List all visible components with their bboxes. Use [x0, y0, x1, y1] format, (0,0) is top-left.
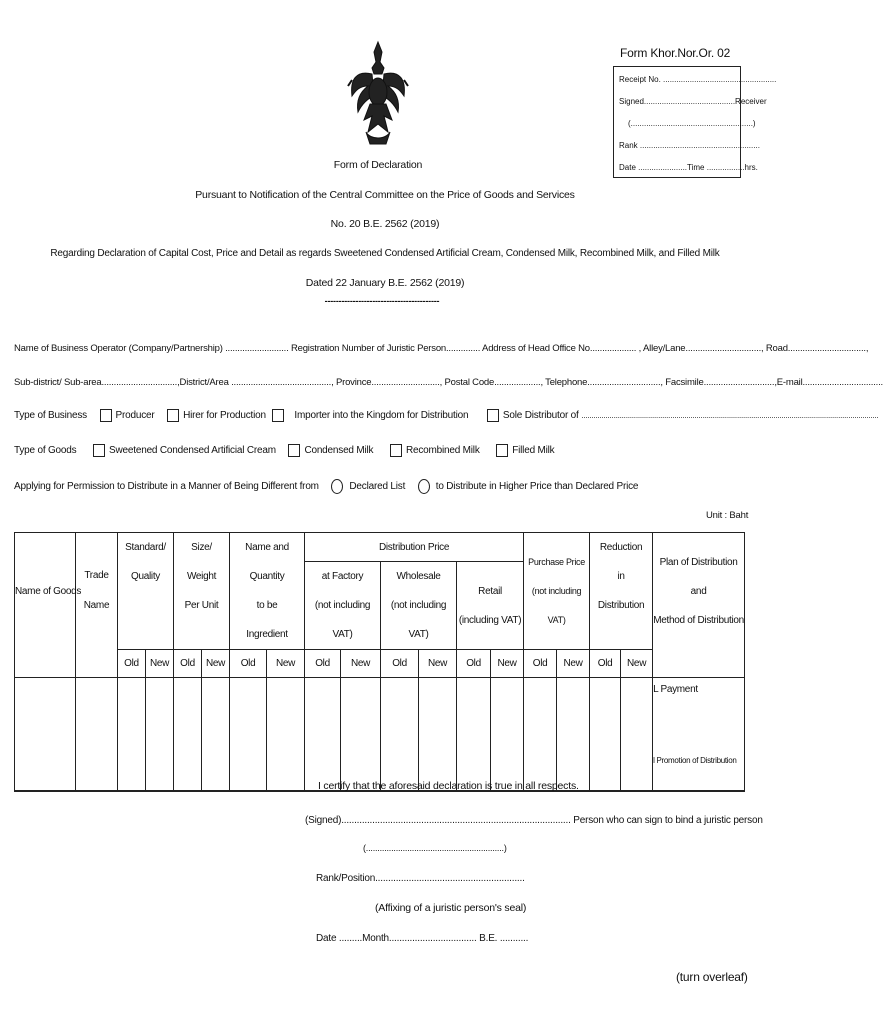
type-of-goods-label: Type of Goods	[14, 445, 77, 457]
receipt-number-line: Receipt No. ...................................................	[619, 75, 777, 84]
importer-label: Importer into the Kingdom for Distribution	[294, 410, 469, 422]
distribution-price-header: Distribution Price	[305, 533, 524, 562]
producer-label: Producer	[115, 410, 155, 422]
sole-distributor-label: Sole Distributor of	[502, 410, 579, 422]
sole-distributor-checkbox[interactable]	[487, 409, 499, 422]
filled-milk-label: Filled Milk	[512, 445, 555, 457]
receipt-date-time-line: Date ......................Time .................hrs.	[619, 163, 758, 172]
purchase-new: New	[557, 650, 590, 678]
regarding-line: Regarding Declaration of Capital Cost, Price and Detail as regards Sweetened Condensed Artificial Cream, Condensed Milk, Recombined Milk, and Filled Milk	[50, 248, 720, 259]
standard-quality-spacer	[118, 606, 174, 650]
signer-name-line[interactable]: (............................................................)	[363, 843, 507, 853]
applying-label: Applying for Permission to Distribute in a Manner of Being Different from	[14, 481, 319, 493]
standard-new: New	[146, 650, 174, 678]
size-weight-header: Size/ Weight Per Unit	[174, 533, 230, 650]
form-code: Form Khor.Nor.Or. 02	[620, 46, 731, 60]
purchase-old: Old	[524, 650, 557, 678]
retail-old-cell[interactable]	[457, 678, 491, 792]
purchase-price-header: Purchase Price (not including VAT)	[524, 533, 590, 650]
type-of-goods-row	[14, 444, 554, 457]
ingredient-new: New	[267, 650, 305, 678]
trade-name-header: Trade Name	[76, 533, 118, 650]
standard-new-cell[interactable]	[146, 678, 174, 792]
purchase-new-cell[interactable]	[557, 678, 590, 792]
retail-new-cell[interactable]	[491, 678, 524, 792]
producer-checkbox[interactable]	[100, 409, 112, 422]
size-old: Old	[174, 650, 202, 678]
name-of-goods-header: Name of Goods	[15, 533, 76, 650]
reduction-old-cell[interactable]	[590, 678, 621, 792]
filled-milk-checkbox[interactable]	[496, 444, 508, 457]
standard-quality-header: Standard/ Quality	[118, 533, 174, 606]
table-row	[15, 678, 745, 792]
retail-old: Old	[457, 650, 491, 678]
receiver-name-line: (.......................................................)	[628, 119, 756, 128]
type-of-business-row	[14, 409, 879, 422]
condensed-milk-label: Condensed Milk	[304, 445, 374, 457]
receiver-rank-line: Rank ......................................................	[619, 141, 760, 150]
reduction-header: Reduction in Distribution	[590, 533, 653, 650]
trade-name-cell[interactable]	[76, 678, 118, 792]
size-new: New	[202, 650, 230, 678]
ingredient-new-cell[interactable]	[267, 678, 305, 792]
form-title: Form of Declaration	[333, 159, 423, 171]
sweetened-cream-checkbox[interactable]	[93, 444, 105, 457]
retail-new: New	[491, 650, 524, 678]
purchase-old-cell[interactable]	[524, 678, 557, 792]
address-line[interactable]: Sub-district/ Sub-area...............................,District/Area ........................................., Province............................, Postal Code..................., Telephone.............................., Facsimile.............................,E-mail.................................	[14, 377, 883, 388]
name-of-goods-sub	[15, 650, 76, 678]
reduction-old: Old	[590, 650, 621, 678]
standard-old: Old	[118, 650, 146, 678]
factory-new: New	[341, 650, 381, 678]
retail-header: Retail (including VAT)	[457, 562, 524, 650]
factory-old: Old	[305, 650, 341, 678]
seal-note: (Affixing of a juristic person's seal)	[375, 902, 527, 914]
wholesale-new-cell[interactable]	[419, 678, 457, 792]
sole-distributor-field[interactable]: ...................................................................................................................................................	[581, 411, 879, 421]
signed-line[interactable]: (Signed)......................................................................................... Person who can sign to bind a juristic person	[305, 815, 763, 826]
trade-name-sub	[76, 650, 118, 678]
goods-name-cell[interactable]	[15, 678, 76, 792]
date-line[interactable]: Date .........Month.................................. B.E. ...........	[316, 933, 529, 944]
factory-old-cell[interactable]	[305, 678, 341, 792]
at-factory-header: at Factory (not including VAT)	[305, 562, 381, 650]
reduction-new: New	[621, 650, 653, 678]
importer-checkbox[interactable]	[272, 409, 284, 422]
plan-of-distribution-header: Plan of Distribution and Method of Distribution	[653, 533, 745, 650]
promotion-option[interactable]: l Promotion of Distribution	[653, 756, 737, 765]
unit-label: Unit : Baht	[706, 510, 749, 521]
declared-list-radio[interactable]	[331, 479, 343, 494]
dated-line: Dated 22 January B.E. 2562 (2019)	[305, 277, 465, 289]
higher-price-label: to Distribute in Higher Price than Declared Price	[435, 481, 639, 493]
notification-line: Pursuant to Notification of the Central Committee on the Price of Goods and Services	[195, 189, 575, 201]
name-quantity-header: Name and Quantity to be Ingredient	[230, 533, 305, 650]
business-operator-line[interactable]: Name of Business Operator (Company/Partnership) .......................... Registration Number of Juristic Person.............. Address of Head Office No................... , Alley/Lane..............................., Road................................,	[14, 343, 869, 354]
old-new-row	[15, 650, 745, 678]
turn-overleaf: (turn overleaf)	[676, 970, 748, 984]
hirer-checkbox[interactable]	[167, 409, 179, 422]
receiver-signed-line: Signed.........................................Receiver	[619, 97, 767, 106]
reduction-new-cell[interactable]	[621, 678, 653, 792]
header-divider: -----------------------------------------	[324, 296, 440, 306]
payment-option[interactable]: L Payment	[653, 684, 698, 695]
standard-old-cell[interactable]	[118, 678, 146, 792]
type-of-business-label: Type of Business	[14, 410, 87, 422]
factory-new-cell[interactable]	[341, 678, 381, 792]
wholesale-old: Old	[381, 650, 419, 678]
goods-price-table	[14, 532, 745, 792]
higher-price-radio[interactable]	[418, 479, 430, 494]
wholesale-header: Wholesale (not including VAT)	[381, 562, 457, 650]
certify-statement: I certify that the aforesaid declaration is true in all respects.	[318, 780, 579, 792]
recombined-milk-checkbox[interactable]	[390, 444, 402, 457]
ingredient-old-cell[interactable]	[230, 678, 267, 792]
plan-sub	[653, 650, 745, 678]
applying-row	[14, 479, 638, 494]
plan-cell[interactable]	[653, 678, 745, 792]
declared-list-label: Declared List	[349, 481, 406, 493]
ingredient-old: Old	[230, 650, 267, 678]
garuda-emblem	[346, 40, 410, 148]
wholesale-old-cell[interactable]	[381, 678, 419, 792]
rank-position-line[interactable]: Rank/Position..........................................................	[316, 873, 525, 884]
sweetened-cream-label: Sweetened Condensed Artificial Cream	[109, 445, 276, 457]
hirer-label: Hirer for Production	[183, 410, 266, 422]
recombined-milk-label: Recombined Milk	[405, 445, 480, 457]
notification-number: No. 20 B.E. 2562 (2019)	[330, 218, 440, 230]
size-old-cell[interactable]	[174, 678, 202, 792]
size-new-cell[interactable]	[202, 678, 230, 792]
condensed-milk-checkbox[interactable]	[288, 444, 300, 457]
wholesale-new: New	[419, 650, 457, 678]
